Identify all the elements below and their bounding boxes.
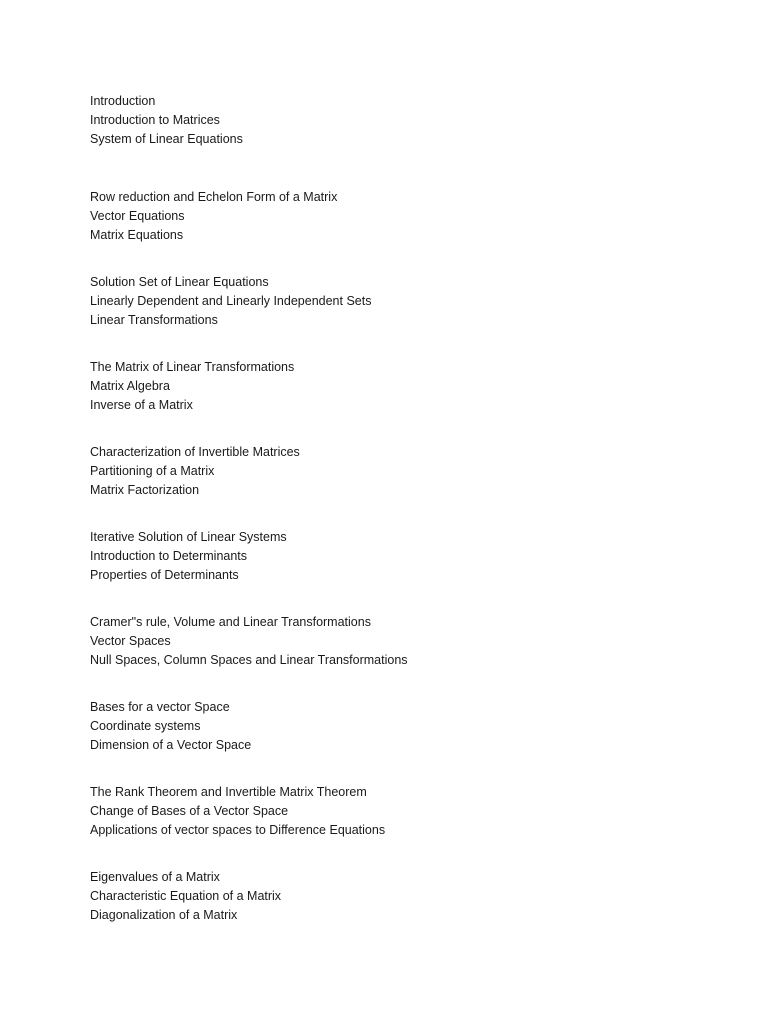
topic-line: Introduction to Determinants [90,549,248,563]
topic-line: Dimension of a Vector Space [90,738,252,752]
topic-line: System of Linear Equations [90,132,243,146]
topic-line: Inverse of a Matrix [90,398,193,412]
topic-line: The Rank Theorem and Invertible Matrix Theorem [90,785,367,799]
topic-line: Linearly Dependent and Linearly Independent Sets [90,294,372,308]
topic-line: Characterization of Invertible Matrices [90,445,300,459]
topic-line: Eigenvalues of a Matrix [90,870,220,884]
topic-group-8 [90,698,730,755]
topic-group-6 [90,528,730,585]
topic-group-3 [90,273,730,330]
topic-line: Matrix Equations [90,228,184,242]
topic-line: Bases for a vector Space [90,700,230,714]
topic-line: Iterative Solution of Linear Systems [90,530,287,544]
topic-line: Matrix Algebra [90,379,170,393]
topic-line: Matrix Factorization [90,483,200,497]
topic-line: Linear Transformations [90,313,218,327]
topic-line: The Matrix of Linear Transformations [90,360,295,374]
topic-group-5 [90,443,730,500]
topic-line: Cramer"s rule, Volume and Linear Transformations [90,615,371,629]
topic-line: Characteristic Equation of a Matrix [90,889,282,903]
topic-group-1 [90,92,730,149]
topic-line: Properties of Determinants [90,568,239,582]
topic-group-9 [90,783,730,840]
document-page [90,92,730,953]
topic-group-10 [90,868,730,925]
topic-line: Partitioning of a Matrix [90,464,215,478]
topic-line: Row reduction and Echelon Form of a Matrix [90,190,338,204]
topic-line: Null Spaces, Column Spaces and Linear Transformations [90,653,408,667]
topic-line: Change of Bases of a Vector Space [90,804,289,818]
topic-group-2 [90,188,730,245]
topic-line: Vector Spaces [90,634,171,648]
topic-line: Introduction [90,94,156,108]
topic-group-4 [90,358,730,415]
topic-line: Coordinate systems [90,719,201,733]
topic-line: Vector Equations [90,209,185,223]
topic-line: Introduction to Matrices [90,113,220,127]
topic-line: Applications of vector spaces to Difference Equations [90,823,386,837]
topic-group-7 [90,613,730,670]
topic-line: Solution Set of Linear Equations [90,275,269,289]
topic-line: Diagonalization of a Matrix [90,908,238,922]
